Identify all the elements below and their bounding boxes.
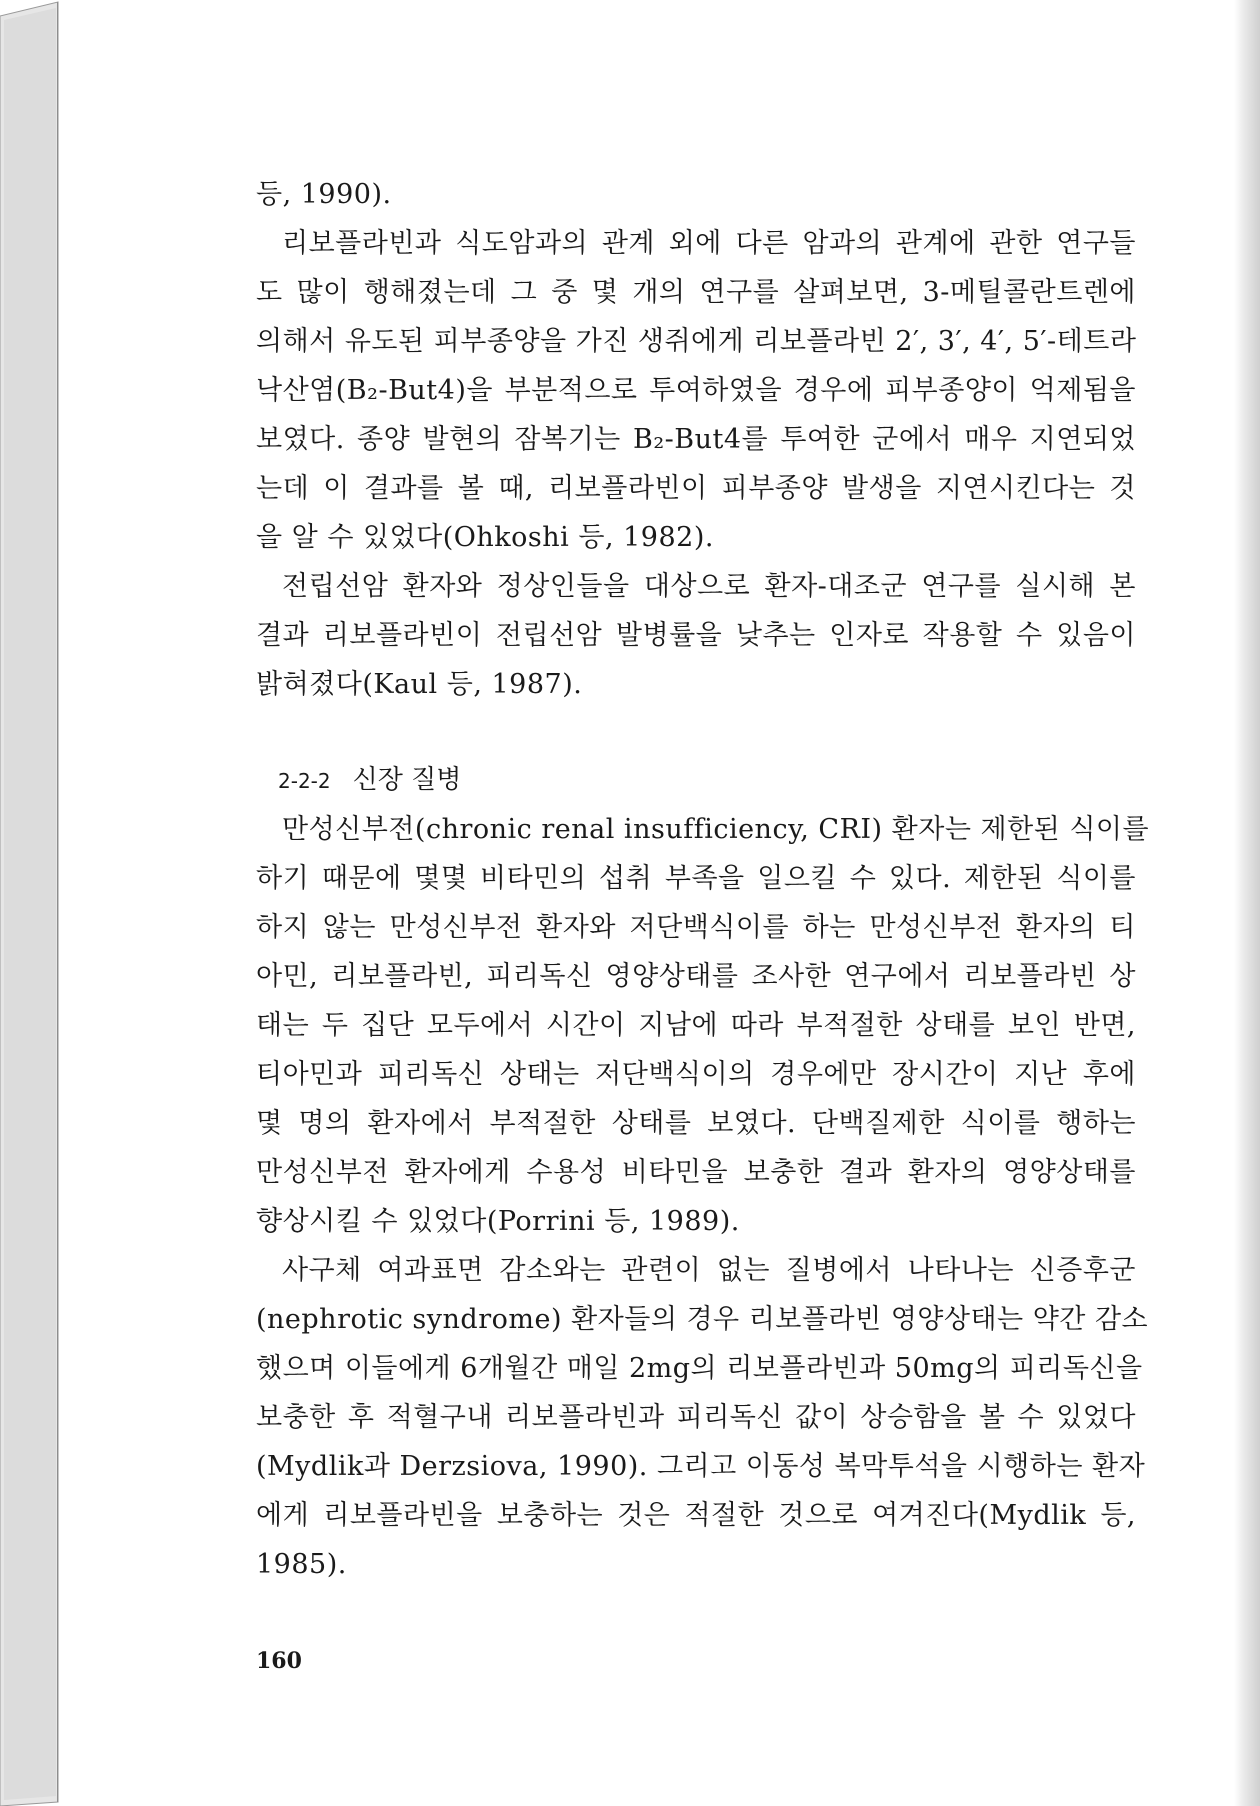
paragraph-2-line: 낙산염(B₂-But4)을 부분적으로 투여하였을 경우에 피부종양이 억제됨을 <box>256 375 1136 406</box>
paragraph-4-line: 하기 때문에 몇몇 비타민의 섭취 부족을 일으킬 수 있다. 제한된 식이를 <box>256 863 1136 894</box>
paragraph-2-line: 도 많이 행해졌는데 그 중 몇 개의 연구를 살펴보면, 3-메틸콜란트렌에 <box>256 277 1136 308</box>
paragraph-4-line: 태는 두 집단 모두에서 시간이 지남에 따라 부적절한 상태를 보인 반면, <box>256 1010 1136 1041</box>
page-number: 160 <box>256 1648 302 1674</box>
page-right-shadow <box>1234 0 1260 1806</box>
paragraph-4-line: 하지 않는 만성신부전 환자와 저단백식이를 하는 만성신부전 환자의 티 <box>256 912 1136 943</box>
paragraph-4-line: 몇 명의 환자에서 부적절한 상태를 보였다. 단백질제한 식이를 행하는 <box>256 1108 1136 1139</box>
paragraph-5-line: 사구체 여과표면 감소와는 관련이 없는 질병에서 나타나는 신증후군 <box>282 1255 1136 1286</box>
paragraph-3-line: 전립선암 환자와 정상인들을 대상으로 환자-대조군 연구를 실시해 본 <box>282 571 1136 602</box>
paragraph-2-line: 을 알 수 있었다(Ohkoshi 등, 1982). <box>256 522 714 553</box>
paragraph-1-line: 등, 1990). <box>256 179 392 210</box>
paragraph-5-line: (nephrotic syndrome) 환자들의 경우 리보플라빈 영양상태는 약간 감소 <box>256 1304 1149 1335</box>
paragraph-4-line: 아민, 리보플라빈, 피리독신 영양상태를 조사한 연구에서 리보플라빈 상 <box>256 961 1136 992</box>
paragraph-2-line: 의해서 유도된 피부종양을 가진 생쥐에게 리보플라빈 2′, 3′, 4′, 5′-테트라 <box>256 326 1137 357</box>
page-body-text <box>256 170 1150 1589</box>
paragraph-4-line: 향상시킬 수 있었다(Porrini 등, 1989). <box>256 1206 740 1237</box>
paragraph-5-line: 보충한 후 적혈구내 리보플라빈과 피리독신 값이 상승함을 볼 수 있었다 <box>256 1402 1136 1433</box>
paragraph-2-line: 보였다. 종양 발현의 잠복기는 B₂-But4를 투여한 군에서 매우 지연되었 <box>256 424 1136 455</box>
paragraph-4-line: 만성신부전 환자에게 수용성 비타민을 보충한 결과 환자의 영양상태를 <box>256 1157 1136 1188</box>
section-gap <box>256 709 1136 756</box>
paragraph-2-line: 리보플라빈과 식도암과의 관계 외에 다른 암과의 관계에 관한 연구들 <box>282 228 1136 259</box>
paragraph-3-line: 밝혀졌다(Kaul 등, 1987). <box>256 669 583 700</box>
paragraph-3-line: 결과 리보플라빈이 전립선암 발병률을 낮추는 인자로 작용할 수 있음이 <box>256 620 1136 651</box>
paragraph-5-line: 했으며 이들에게 6개월간 매일 2mg의 리보플라빈과 50mg의 피리독신을 <box>256 1353 1143 1384</box>
paragraph-5-line: 에게 리보플라빈을 보충하는 것은 적절한 것으로 여겨진다(Mydlik 등, <box>256 1500 1136 1531</box>
paragraph-4-line: 티아민과 피리독신 상태는 저단백식이의 경우에만 장시간이 지난 후에 <box>256 1059 1136 1090</box>
section-number: 2-2-2 <box>278 769 331 793</box>
section-title: 신장 질병 <box>352 765 462 795</box>
paragraph-2-line: 는데 이 결과를 볼 때, 리보플라빈이 피부종양 발생을 지연시킨다는 것 <box>256 473 1136 504</box>
paragraph-5-line: 1985). <box>256 1549 347 1580</box>
paragraph-4-line: 만성신부전(chronic renal insufficiency, CRI) 환자는 제한된 식이를 <box>282 814 1150 845</box>
section-heading <box>256 756 1136 805</box>
paragraph-5-line: (Mydlik과 Derzsiova, 1990). 그리고 이동성 복막투석을 시행하는 환자 <box>256 1451 1146 1482</box>
